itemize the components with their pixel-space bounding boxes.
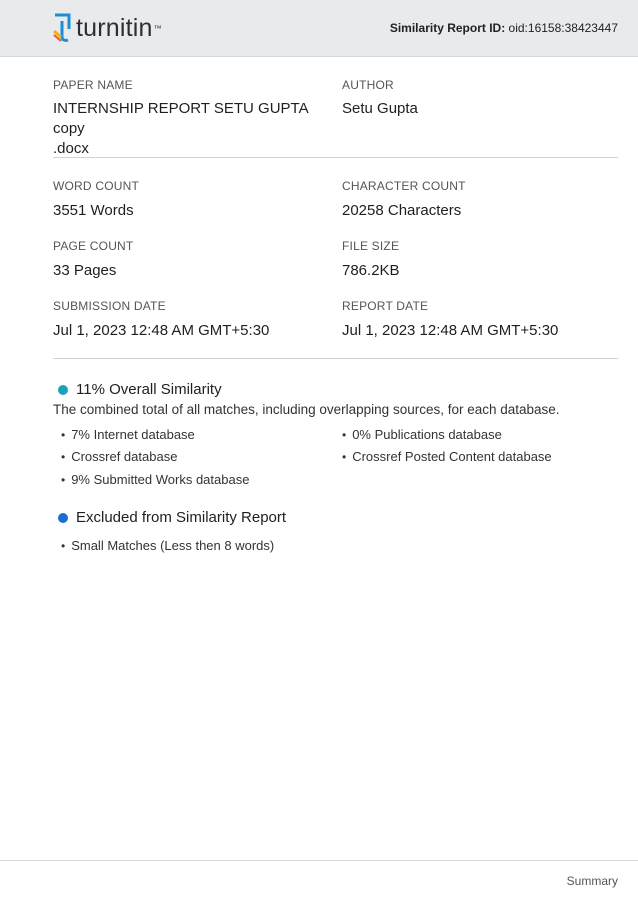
page-count-label: PAGE COUNT: [53, 239, 134, 253]
report-id-value: oid:16158:38423447: [508, 21, 618, 35]
excluded-dot-icon: [58, 513, 68, 523]
similarity-item-internet: [61, 427, 195, 442]
excluded-item-label: Small Matches (Less then 8 words): [71, 538, 275, 553]
bullet-icon: •: [61, 427, 66, 442]
similarity-item-label: 7% Internet database: [71, 427, 195, 442]
similarity-heading: [58, 381, 222, 398]
page-count-value: 33 Pages: [53, 262, 117, 279]
footer-divider: [0, 860, 638, 861]
bullet-icon: •: [61, 449, 66, 464]
paper-name-label: PAPER NAME: [53, 78, 133, 92]
brand-name: turnitin: [76, 14, 153, 42]
similarity-item-submitted-works: [61, 472, 249, 487]
character-count-label: CHARACTER COUNT: [342, 179, 466, 193]
footer-summary: Summary: [566, 874, 618, 888]
character-count-value: 20258 Characters: [342, 202, 462, 219]
similarity-description: The combined total of all matches, including overlapping sources, for each database.: [53, 402, 560, 417]
similarity-item-label: Crossref Posted Content database: [352, 449, 552, 464]
paper-name-field: [53, 78, 333, 159]
report-header: [0, 0, 638, 57]
trademark-mark: ™: [153, 23, 162, 33]
turnitin-logo: [52, 12, 162, 44]
report-date-label: REPORT DATE: [342, 299, 429, 313]
divider-top: [53, 157, 618, 158]
author-value: Setu Gupta: [342, 100, 418, 117]
file-size-label: FILE SIZE: [342, 239, 400, 253]
similarity-item-label: Crossref database: [71, 449, 178, 464]
similarity-item-label: 0% Publications database: [352, 427, 502, 442]
similarity-dot-icon: [58, 385, 68, 395]
excluded-item-small-matches: [61, 538, 274, 553]
page-count-field: [53, 239, 333, 281]
report-date-field: [342, 299, 612, 341]
file-size-value: 786.2KB: [342, 262, 400, 279]
submission-date-field: [53, 299, 333, 341]
bullet-icon: •: [342, 449, 347, 464]
similarity-item-label: 9% Submitted Works database: [71, 472, 250, 487]
bullet-icon: •: [342, 427, 347, 442]
report-id-label: Similarity Report ID:: [389, 21, 506, 35]
submission-date-value: Jul 1, 2023 12:48 AM GMT+5:30: [53, 322, 270, 339]
report-id: [390, 21, 618, 35]
character-count-field: [342, 179, 612, 221]
bullet-icon: •: [61, 538, 66, 553]
word-count-value: 3551 Words: [53, 202, 134, 219]
similarity-item-crossref: [61, 449, 177, 464]
similarity-item-crossref-posted: [342, 449, 552, 464]
bullet-icon: •: [61, 472, 66, 487]
submission-date-label: SUBMISSION DATE: [53, 299, 166, 313]
excluded-title: Excluded from Similarity Report: [76, 509, 287, 526]
file-size-field: [342, 239, 612, 281]
excluded-heading: [58, 509, 286, 526]
similarity-item-publications: [342, 427, 502, 442]
paper-name-line-1: INTERNSHIP REPORT SETU GUPTA copy: [53, 100, 308, 137]
divider-middle: [53, 358, 618, 359]
similarity-title: 11% Overall Similarity: [76, 381, 222, 398]
turnitin-logo-icon: [52, 13, 72, 43]
author-field: [342, 78, 612, 119]
report-date-value: Jul 1, 2023 12:48 AM GMT+5:30: [342, 322, 559, 339]
paper-name-line-2: .docx: [53, 140, 89, 157]
author-label: AUTHOR: [342, 78, 394, 92]
word-count-field: [53, 179, 333, 221]
word-count-label: WORD COUNT: [53, 179, 139, 193]
